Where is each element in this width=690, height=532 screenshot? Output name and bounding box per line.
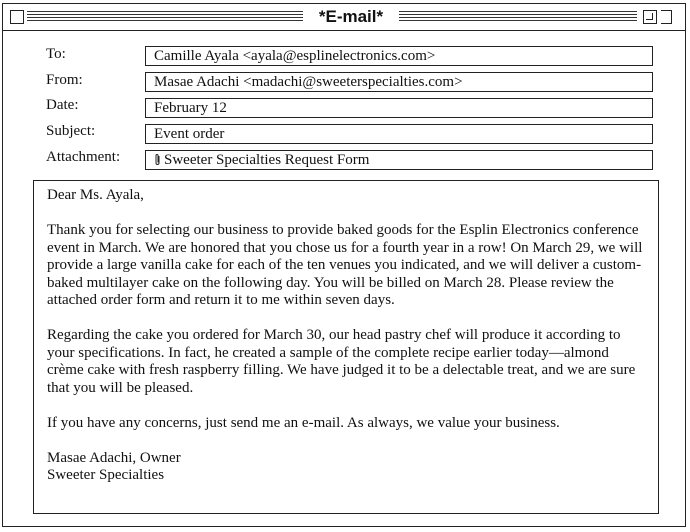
body-paragraph-1: Thank you for selecting our business to provide baked goods for the Esplin Electronics conference event in March. We are honored that you chose us for a fourth year in a row! On March 29, we will provide a large vanilla cake for each of the ten venues you indicated, and we will deliver a custom-baked multilayer cake on the following day. You will be billed on March 28. Please review the attached order form and return it to me within seven days. [47,222,643,308]
close-box-icon[interactable] [10,10,24,24]
from-label: From: [46,72,83,88]
zoom-box-icon[interactable] [643,10,657,24]
to-field[interactable]: Camille Ayala <ayala@esplinelectronics.com> [145,46,653,66]
window-title: *E-mail* [318,7,384,26]
title-bar-stripes-left [27,11,303,23]
attachment-label: Attachment: [46,149,121,165]
date-label: Date: [46,97,79,113]
title-bar[interactable] [3,4,685,31]
subject-field[interactable]: Event order [145,124,653,144]
email-window [2,3,686,527]
subject-label: Subject: [46,123,96,139]
collapse-box-icon[interactable] [661,10,672,24]
body-paragraph-2: Regarding the cake you ordered for March 30, our head pastry chef will produce it according to your specifications. In fact, he created a sample of the complete recipe earlier today—almond crème cake with fresh raspberry filling. We have judged it to be a delectable treat, and we are sure that you will be pleased. [47,327,636,396]
signature-name: Masae Adachi, Owner [47,449,181,466]
to-label: To: [46,46,66,62]
message-body[interactable] [33,180,659,514]
paperclip-icon [154,153,161,166]
attachment-name[interactable]: Sweeter Specialties Request Form [164,152,370,168]
from-field[interactable]: Masae Adachi <madachi@sweeterspecialties.com> [145,72,653,92]
date-field[interactable]: February 12 [145,98,653,118]
title-bar-stripes-right [399,11,637,23]
greeting: Dear Ms. Ayala, [47,187,144,203]
attachment-field[interactable] [145,150,653,170]
signature-company: Sweeter Specialties [47,467,165,483]
body-paragraph-3: If you have any concerns, just send me an e-mail. As always, we value your business. [47,414,560,431]
